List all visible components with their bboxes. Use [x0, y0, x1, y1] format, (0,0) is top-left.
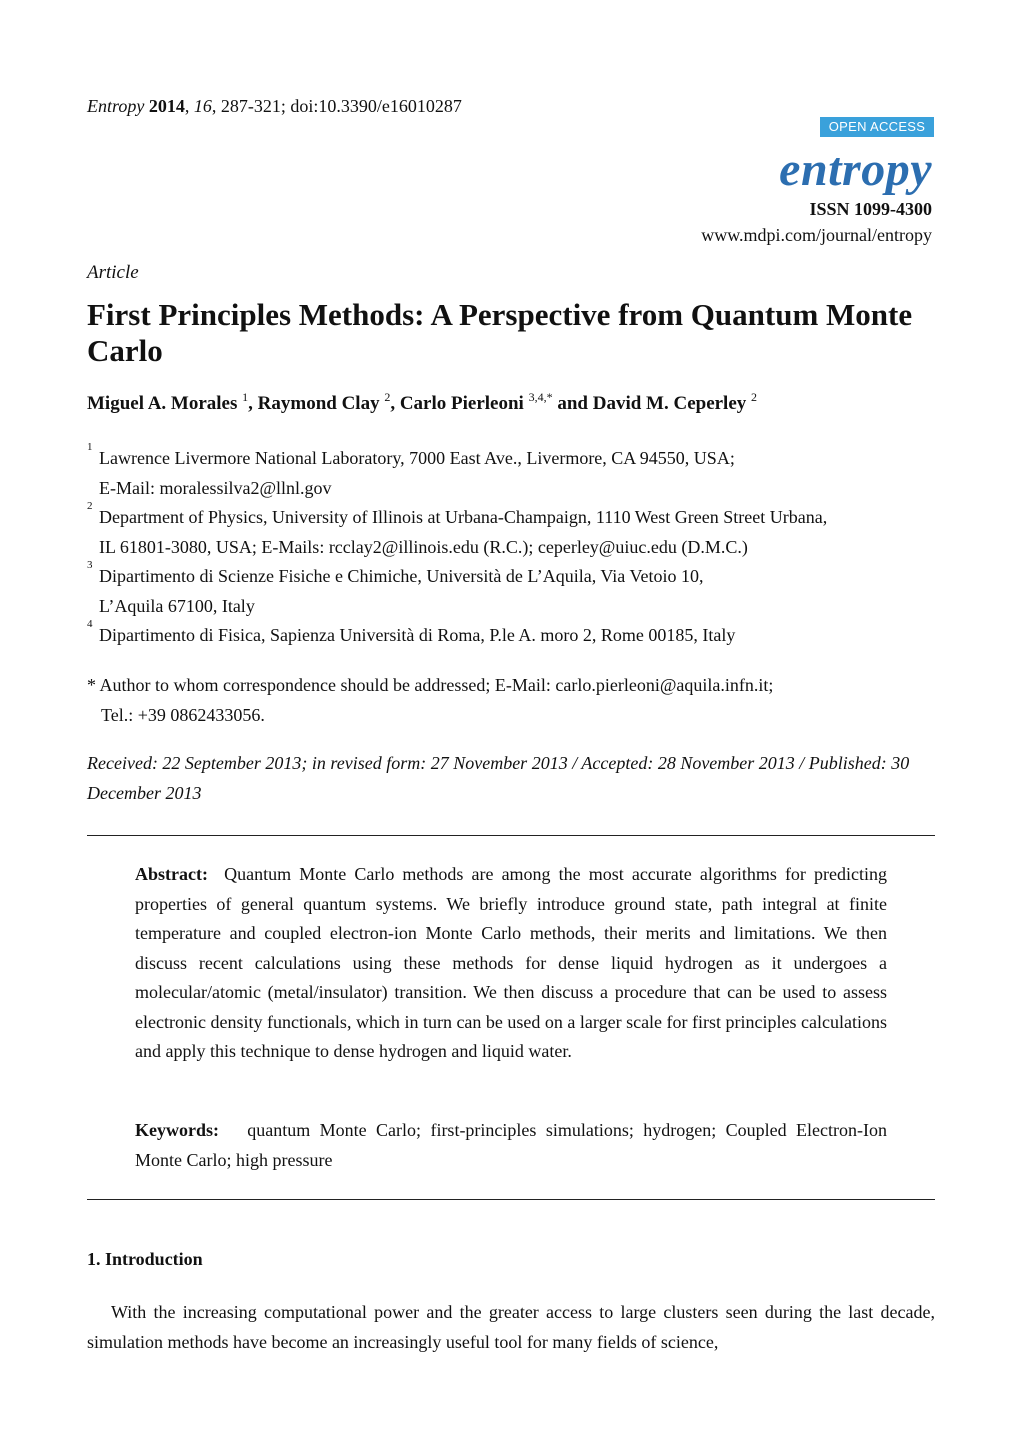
keywords-label: Keywords:: [135, 1120, 219, 1140]
citation-line: Entropy 2014, 16, 287-321; doi:10.3390/e16010287: [87, 96, 462, 116]
paper-title: First Principles Methods: A Perspective from Quantum Monte Carlo: [87, 297, 913, 368]
open-access-badge: OPEN ACCESS: [820, 117, 934, 137]
section-body: With the increasing computational power and the greater access to large clusters seen during the last decade, simulation methods have become an increasingly useful tool for many fields of science,: [87, 1302, 935, 1352]
author: Raymond Clay $^2$,: [257, 390, 400, 414]
abstract: [135, 860, 887, 1067]
author: Miguel A. Morales $^1$,: [87, 390, 258, 414]
author: Carlo Pierleoni $^{3,4,*}$ and: [399, 390, 593, 414]
article-type: Article: [87, 262, 139, 283]
journal-year: 2014: [148, 96, 185, 116]
pages-doi: 287-321; doi:10.3390/e16010287: [220, 96, 462, 116]
journal-volume: 16: [193, 96, 212, 116]
affiliation-2: 2 Department of Physics, University of Illinois at Urbana-Champaign, 1110 West Green Street Urbana, IL 61801-3080, USA; E-Mails: rcclay2@illinois.edu (R.C.); ceperley@uiuc.edu (D.M.C.): [87, 500, 828, 557]
keywords-text: quantum Monte Carlo; first-principles simulations; hydrogen; Coupled Electron-Ion Monte Carlo; high pressure: [135, 1120, 888, 1170]
journal-logo: entropy: [779, 143, 932, 196]
issn: ISSN 1099-4300: [809, 199, 932, 219]
author: David M. Ceperley $^2$: [592, 390, 758, 414]
journal-name: Entropy: [87, 96, 145, 116]
keywords: [135, 1115, 887, 1175]
author-list: [87, 390, 758, 415]
journal-url[interactable]: www.mdpi.com/journal/entropy: [701, 225, 932, 245]
affiliation-4: 4 Dipartimento di Fisica, Sapienza Università di Roma, P.le A. moro 2, Rome 00185, Italy: [87, 618, 736, 645]
divider: [87, 835, 935, 836]
divider: [87, 1199, 935, 1200]
abstract-label: Abstract:: [135, 864, 208, 884]
publication-dates: Received: 22 September 2013; in revised form: 27 November 2013 / Accepted: 28 November 2013 / Published: 30 December 2013: [87, 753, 910, 803]
abstract-text: Quantum Monte Carlo methods are among the most accurate algorithms for predicting properties of general quantum systems. We briefly introduce ground state, path integral at finite temperature and coupled electron-ion Monte Carlo methods, their merits and limitations. We then discuss recent calculations using these methods for dense liquid hydrogen as it undergoes a molecular/atomic (metal/insulator) transition. We then discuss a procedure that can be used to assess electronic density functionals, which in turn can be used on a larger scale for first principles calculations and apply this technique to dense hydrogen and liquid water.: [135, 864, 887, 1061]
section-heading: 1. Introduction: [87, 1249, 203, 1269]
affiliations: [87, 441, 947, 651]
affiliation-3: 3 Dipartimento di Scienze Fisiche e Chimiche, Università de L’Aquila, Via Vetoio 10, L’Aquila 67100, Italy: [87, 559, 704, 616]
affiliation-1: 1 Lawrence Livermore National Laboratory, 7000 East Ave., Livermore, CA 94550, USA; E-Mail: moralessilva2@llnl.gov: [87, 441, 735, 498]
correspondence-note: * Author to whom correspondence should be addressed; E-Mail: carlo.pierleoni@aquila.infn.it; Tel.: +39 0862433056.: [87, 675, 774, 725]
